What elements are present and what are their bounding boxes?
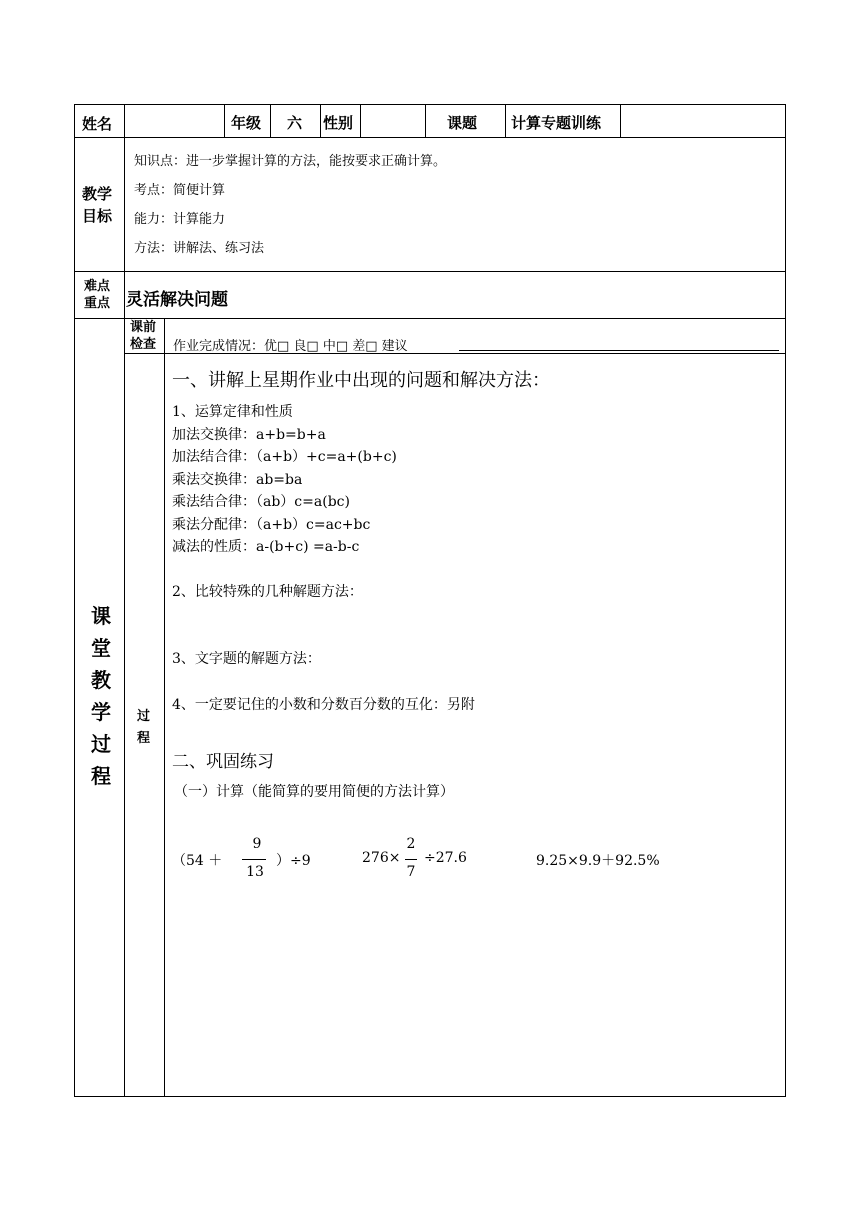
suggestion-line[interactable] xyxy=(459,350,779,351)
ex2-numerator: 2 xyxy=(406,836,416,852)
topic-value: 计算专题训练 xyxy=(511,114,602,132)
ex2-fraction-bar xyxy=(405,859,417,860)
goal-item: 方法：讲解法、练习法 xyxy=(134,241,265,256)
rules-block xyxy=(172,401,397,559)
ex2-close: ÷27.6 xyxy=(424,850,467,866)
rule-item: 减法的性质：a-(b+c) =a-b-c xyxy=(172,539,360,555)
gender-label: 性别 xyxy=(323,114,354,132)
grade-value: 六 xyxy=(287,114,303,132)
name-value[interactable] xyxy=(125,105,224,137)
rule-item: 乘法结合律：（ab）c=a(bc) xyxy=(172,494,350,510)
goals-list xyxy=(134,147,446,263)
ex1-fraction-bar xyxy=(242,859,266,860)
goal-item: 考点：简便计算 xyxy=(134,183,226,198)
exercise-2 xyxy=(362,836,512,886)
goal-item: 知识点：进一步掌握计算的方法，能按要求正确计算。 xyxy=(134,154,447,169)
ex2-denominator: 7 xyxy=(406,864,416,880)
ex1-close: ）÷9 xyxy=(276,853,311,869)
ex2-open: 276× xyxy=(362,850,401,866)
goals-label: 教学 目标 xyxy=(82,185,113,225)
answer-area[interactable] xyxy=(165,890,784,1095)
gender-value[interactable] xyxy=(361,105,425,137)
rules-title: 1、运算定律和性质 xyxy=(172,404,293,420)
section1-title: 一、讲解上星期作业中出现的问题和解决方法： xyxy=(172,370,550,391)
rule-item: 乘法交换律：ab=ba xyxy=(172,471,303,488)
difficulty-label: 难点 重点 xyxy=(84,279,111,311)
process-label: 过 程 xyxy=(137,709,151,746)
ex1-open: （54 ＋ xyxy=(172,853,223,869)
point-2: 2、比较特殊的几种解题方法： xyxy=(172,584,363,600)
classroom-label: 课 堂 教 学 过 程 xyxy=(91,604,111,788)
sub1-title: （一）计算（能简算的要用简便的方法计算） xyxy=(174,784,454,800)
rule-item: 加法交换律：a+b=b+a xyxy=(172,426,326,443)
name-label: 姓名 xyxy=(82,115,113,133)
precheck-text: 作业完成情况：优□ 良□ 中□ 差□ 建议 xyxy=(173,339,408,354)
topic-label: 课题 xyxy=(447,114,478,132)
point-3: 3、文字题的解题方法： xyxy=(172,651,321,667)
difficulty-value: 灵活解决问题 xyxy=(126,290,228,310)
goal-item: 能力：计算能力 xyxy=(134,212,226,227)
grade-label: 年级 xyxy=(231,114,262,132)
rule-item: 乘法分配律：（a+b）c=ac+bc xyxy=(172,516,371,533)
ex1-numerator: 9 xyxy=(252,836,262,852)
point-4: 4、一定要记住的小数和分数百分数的互化：另附 xyxy=(172,697,475,713)
section2-title: 二、巩固练习 xyxy=(172,752,274,772)
exercise-3: 9.25×9.9＋92.5% xyxy=(536,853,660,869)
exercise-1 xyxy=(172,836,332,886)
ex1-denominator: 13 xyxy=(246,864,264,880)
rule-item: 加法结合律：（a+b）+c=a+(b+c) xyxy=(172,449,397,465)
precheck-label: 课前 检查 xyxy=(130,320,157,352)
